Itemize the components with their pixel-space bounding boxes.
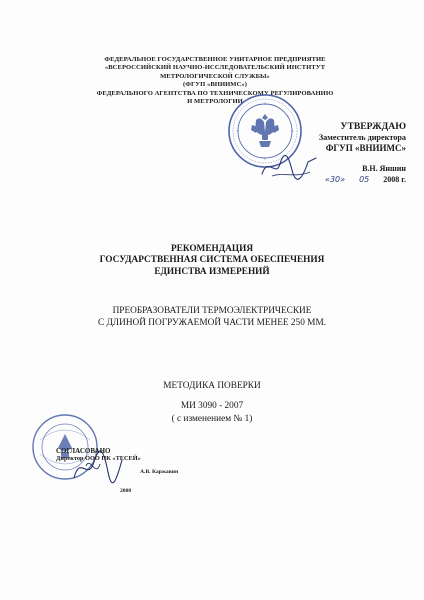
organization-line: «ВСЕРОССИЙСКИЙ НАУЧНО-ИССЛЕДОВАТЕЛЬСКИЙ ИНСТИТУТ: [104, 64, 326, 72]
approval-block: [288, 122, 406, 186]
organization-line: И МЕТРОЛОГИИ: [187, 98, 243, 106]
method-title: МЕТОДИКА ПОВЕРКИ: [163, 381, 261, 391]
approval-date-day: «30»: [325, 175, 346, 184]
organization-line: (ФГУП «ВНИИМС»): [183, 81, 247, 89]
agreement-year: 2008: [120, 488, 132, 494]
method-code: МИ 3090 - 2007: [180, 401, 244, 411]
recommendation-line: ГОСУДАРСТВЕННАЯ СИСТЕМА ОБЕСПЕЧЕНИЯ: [99, 255, 325, 266]
method-amendment: ( с изменением № 1): [171, 414, 253, 424]
approval-signatory-row: [288, 164, 406, 175]
recommendation-line: РЕКОМЕНДАЦИЯ: [170, 244, 254, 254]
organization-line: МЕТРОЛОГИЧЕСКОЙ СЛУЖБЫ»: [160, 72, 270, 80]
subject-line: ПРЕОБРАЗОВАТЕЛИ ТЕРМОЭЛЕКТРИЧЕСКИЕ: [112, 306, 312, 316]
approval-date: [288, 175, 406, 186]
agreement-title: СОГЛАСОВАНО: [56, 447, 111, 455]
subject-line: С ДЛИНОЙ ПОГРУЖАЕМОЙ ЧАСТИ МЕНЕЕ 250 ММ.: [97, 318, 327, 328]
agreement-position: Директор ООО ПК «ТЕСЕЙ»: [56, 455, 141, 462]
approval-signatory: В.Н. Яншин: [362, 163, 406, 173]
approval-date-year: 2008 г.: [383, 175, 406, 184]
approval-date-month: 05: [359, 175, 370, 184]
organization-line: ФЕДЕРАЛЬНОЕ ГОСУДАРСТВЕННОЕ УНИТАРНОЕ ПРЕДПРИЯТИЕ: [104, 56, 326, 63]
document-subject: [0, 305, 424, 329]
approval-organization: ФГУП «ВНИИМС»: [325, 143, 406, 153]
recommendation-line: ЕДИНСТВА ИЗМЕРЕНИЙ: [154, 266, 270, 277]
agreement-signatory: А.В. Каржавин: [140, 469, 179, 475]
approval-title: УТВЕРЖДАЮ: [340, 121, 406, 132]
recommendation-heading: [0, 244, 424, 278]
agreement-block: [56, 447, 196, 463]
organization-line: ФЕДЕРАЛЬНОГО АГЕНТСТВА ПО ТЕХНИЧЕСКОМУ РЕГУЛИРОВАНИЮ: [96, 89, 334, 97]
organization-header: [70, 56, 360, 106]
approval-position: Заместитель директора: [318, 132, 406, 142]
